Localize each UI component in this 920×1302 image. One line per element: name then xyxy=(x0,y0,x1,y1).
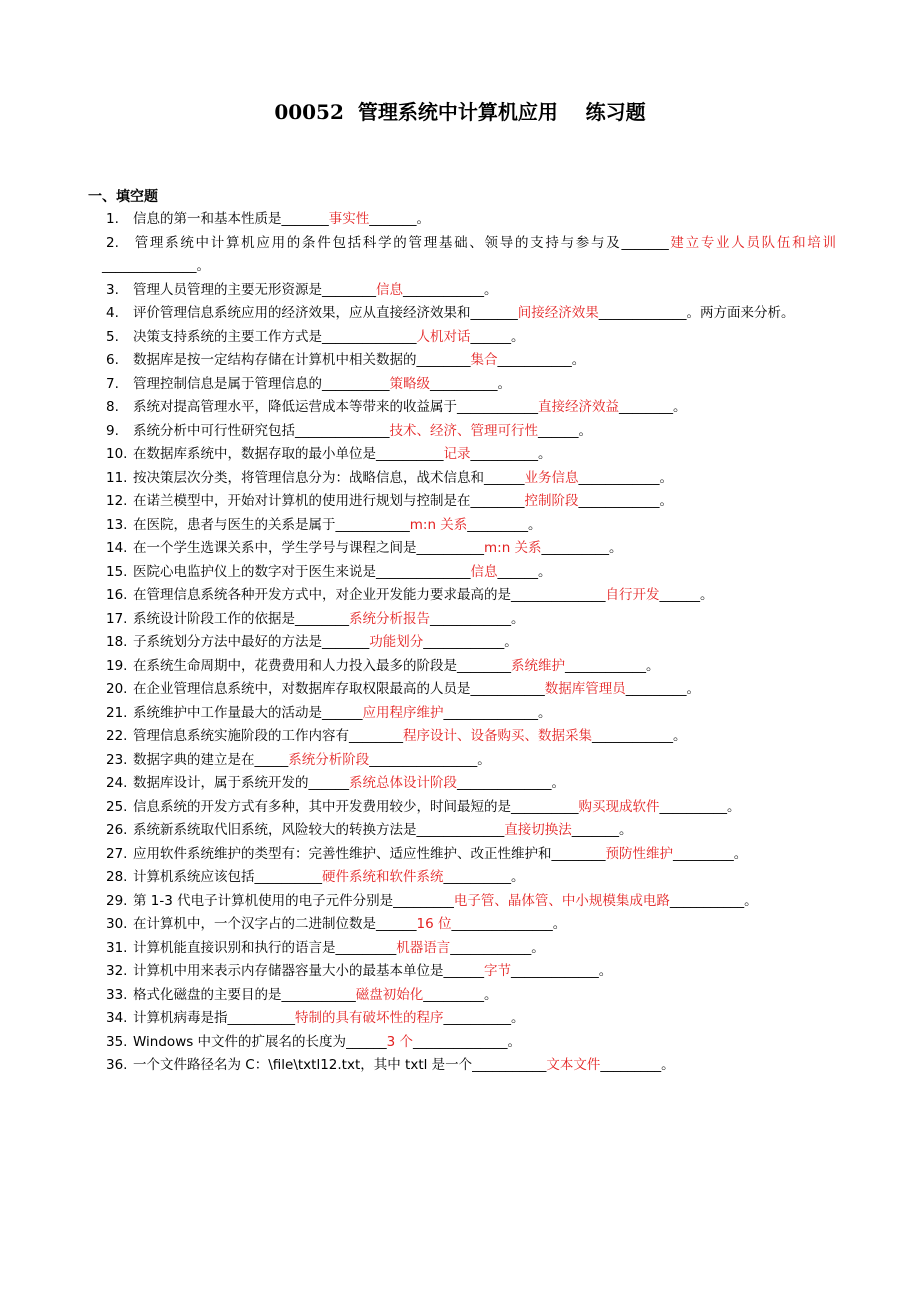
answer-blank-leading: _________ xyxy=(393,892,454,909)
question-text: Windows 中文件的扩展名的长度为 xyxy=(133,1033,347,1050)
answer-text: 预防性维护 xyxy=(605,845,673,862)
question-ending: 。 xyxy=(661,1057,675,1073)
answer-blank-trailing: ________________ xyxy=(369,751,478,768)
question-item xyxy=(88,302,836,326)
answer-blank-trailing: _________ xyxy=(673,845,734,862)
answer-blank-leading: _______ xyxy=(470,305,518,321)
answer-text: 系统分析阶段 xyxy=(288,751,370,768)
answer-text: 建立专业人员队伍和培训 xyxy=(668,234,836,251)
answer-blank-trailing: _________ xyxy=(467,516,529,533)
answer-text: 字节 xyxy=(484,963,511,979)
answer-text: 事实性 xyxy=(328,211,370,227)
answer-blank-trailing: _________ xyxy=(625,681,687,697)
question-number: 9. xyxy=(106,422,119,439)
answer-text: 信息 xyxy=(376,281,403,298)
answer-blank-leading: __________ xyxy=(227,1010,295,1026)
question-text: 在一个学生选课关系中，学生学号与课程之间是 xyxy=(133,540,417,556)
answer-text: 策略级 xyxy=(389,375,430,392)
question-number: 24. xyxy=(106,775,128,791)
question-ending: 。 xyxy=(659,469,673,486)
question-item xyxy=(88,373,836,397)
question-item xyxy=(88,631,836,655)
question-text: 计算机系统应该包括 xyxy=(133,869,255,885)
question-text: 计算机病毒是指 xyxy=(133,1010,228,1026)
question-text: 系统对提高管理水平，降低运营成本等带来的收益属于 xyxy=(133,399,457,415)
answer-text: 应用程序维护 xyxy=(362,704,444,721)
answer-blank-leading: ________ xyxy=(551,845,606,862)
question-ending: 。 xyxy=(551,775,565,791)
question-list xyxy=(88,208,836,1078)
answer-blank-leading: ______________ xyxy=(322,328,417,345)
answer-blank-trailing: ____________ xyxy=(565,657,646,674)
answer-blank-trailing: __________ xyxy=(470,446,538,462)
answer-blank-trailing: _____________ xyxy=(598,305,687,321)
question-ending: 。 xyxy=(673,728,687,744)
question-ending: 。 xyxy=(538,704,552,721)
answer-blank-trailing: ________ xyxy=(619,399,673,415)
answer-blank-leading: ___________ xyxy=(281,986,356,1003)
question-number: 28. xyxy=(106,869,128,885)
answer-blank-trailing: ___________ xyxy=(497,352,572,368)
question-number: 23. xyxy=(106,751,128,768)
answer-blank-trailing: _________ xyxy=(423,986,484,1003)
question-number: 22. xyxy=(106,728,128,744)
answer-blank-trailing: ______________ xyxy=(102,258,197,274)
question-item xyxy=(88,937,836,961)
question-text: 评价管理信息系统应用的经济效果，应从直接经济效果和 xyxy=(133,305,471,321)
question-ending: 。 xyxy=(507,1033,521,1050)
answer-blank-trailing: ____________ xyxy=(592,728,673,744)
question-ending: 。 xyxy=(484,281,498,298)
answer-blank-leading: ______________ xyxy=(295,422,390,439)
question-number: 21. xyxy=(106,704,128,721)
question-number: 34. xyxy=(106,1010,128,1026)
answer-blank-leading: ______ xyxy=(346,1033,387,1050)
question-ending: 。 xyxy=(477,751,491,768)
answer-blank-trailing: _____________ xyxy=(511,963,599,979)
question-ending: 。 xyxy=(196,258,210,274)
question-item xyxy=(88,1031,836,1055)
question-number: 27. xyxy=(106,845,128,862)
answer-text: 特制的具有破坏性的程序 xyxy=(295,1010,444,1026)
question-item xyxy=(88,796,836,820)
question-number: 3. xyxy=(106,281,119,298)
answer-text: 电子管、晶体管、中小规模集成电路 xyxy=(453,892,670,909)
answer-text: 系统分析报告 xyxy=(349,610,430,627)
question-item xyxy=(88,349,836,373)
question-text: 在系统生命周期中，花费费用和人力投入最多的阶段是 xyxy=(133,657,457,674)
question-number: 1. xyxy=(106,211,119,227)
question-number: 17. xyxy=(106,610,128,627)
question-ending: 。 xyxy=(538,446,552,462)
answer-blank-trailing: ____________ xyxy=(423,634,505,650)
answer-blank-leading: _____________ xyxy=(416,822,505,838)
question-number: 26. xyxy=(106,822,128,838)
question-number: 35. xyxy=(106,1033,128,1050)
answer-text: 记录 xyxy=(443,446,471,462)
answer-blank-trailing: ____________ xyxy=(403,281,484,298)
question-ending: 。 xyxy=(673,399,687,415)
question-number: 25. xyxy=(106,798,128,815)
question-ending: 。 xyxy=(727,798,741,815)
answer-text: 功能划分 xyxy=(369,634,424,650)
question-number: 36. xyxy=(106,1057,128,1073)
answer-blank-leading: ________ xyxy=(349,728,403,744)
question-number: 10. xyxy=(106,446,128,462)
answer-blank-leading: ______ xyxy=(443,963,484,979)
question-number: 6. xyxy=(106,352,119,368)
question-number: 19. xyxy=(106,657,128,674)
question-number: 16. xyxy=(106,587,128,603)
question-item xyxy=(88,326,836,350)
question-text: 数据字典的建立是在 xyxy=(133,751,255,768)
answer-blank-trailing: __________ xyxy=(430,375,498,392)
question-text: 在企业管理信息系统中，对数据库存取权限最高的人员是 xyxy=(133,681,471,697)
question-ending: 。 xyxy=(609,540,623,556)
answer-blank-leading: ________ xyxy=(295,610,349,627)
answer-text: 技术、经济、管理可行性 xyxy=(389,422,538,439)
answer-blank-leading: ___________ xyxy=(335,516,410,533)
question-number: 5. xyxy=(106,328,119,345)
answer-text: 程序设计、设备购买、数据采集 xyxy=(403,728,592,744)
answer-blank-leading: __________ xyxy=(376,446,444,462)
question-text: 数据库设计，属于系统开发的 xyxy=(133,775,309,791)
question-ending: 。 xyxy=(531,939,545,956)
question-item xyxy=(88,396,836,420)
question-item xyxy=(88,490,836,514)
question-text: 在数据库系统中，数据存取的最小单位是 xyxy=(133,446,376,462)
question-ending: 。 xyxy=(686,681,700,697)
question-text: 计算机能直接识别和执行的语言是 xyxy=(133,939,336,956)
question-item xyxy=(88,467,836,491)
section-heading: 一、填空题 xyxy=(88,189,158,205)
answer-blank-leading: ________ xyxy=(416,352,471,368)
question-number: 14. xyxy=(106,540,128,556)
question-number: 8. xyxy=(106,399,119,415)
question-ending: 。 xyxy=(528,516,542,533)
question-number: 31. xyxy=(106,939,128,956)
question-ending: 。 xyxy=(538,563,552,580)
answer-blank-trailing: _________ xyxy=(600,1057,662,1073)
question-item xyxy=(88,702,836,726)
answer-blank-leading: ________ xyxy=(470,493,525,509)
question-item xyxy=(88,208,836,232)
question-item xyxy=(88,960,836,984)
question-text: 一个文件路径名为 C：\file\txtl12.txt，其中 txtl 是一个 xyxy=(133,1057,473,1073)
answer-text: 磁盘初始化 xyxy=(355,986,424,1003)
question-ending: 。 xyxy=(744,892,758,909)
question-ending: 。 xyxy=(700,587,714,603)
question-item xyxy=(88,443,836,467)
question-ending: 。 xyxy=(598,963,613,979)
question-item xyxy=(88,420,836,444)
question-ending: 。 xyxy=(578,422,592,439)
question-item xyxy=(88,1007,836,1031)
question-number: 4. xyxy=(106,305,119,321)
question-item xyxy=(88,537,836,561)
answer-blank-leading: ______ xyxy=(308,775,349,791)
answer-blank-trailing: ______________ xyxy=(412,1033,508,1050)
answer-text: 控制阶段 xyxy=(524,493,579,509)
answer-blank-trailing: __________ xyxy=(659,798,727,815)
answer-text: 购买现成软件 xyxy=(578,798,660,815)
answer-blank-leading: ___________ xyxy=(470,681,545,697)
question-text: 系统维护中工作量最大的活动是 xyxy=(133,704,322,721)
question-item xyxy=(88,819,836,843)
question-text: 子系统划分方法中最好的方法是 xyxy=(133,634,322,650)
answer-blank-trailing: ____________ xyxy=(450,939,532,956)
question-ending: 。 xyxy=(511,328,525,345)
question-item xyxy=(88,1054,836,1078)
question-text: 系统分析中可行性研究包括 xyxy=(133,422,295,439)
question-ending: 。 xyxy=(511,610,525,627)
question-text: 管理信息系统实施阶段的工作内容有 xyxy=(133,728,349,744)
answer-blank-trailing: ___________ xyxy=(669,892,745,909)
question-text: 按决策层次分类，将管理信息分为：战略信息，战术信息和 xyxy=(133,469,484,486)
question-number: 29. xyxy=(106,892,128,909)
answer-text: 直接切换法 xyxy=(504,822,572,838)
question-text: 数据库是按一定结构存储在计算机中相关数据的 xyxy=(133,352,417,368)
question-ending: 。 xyxy=(416,211,430,227)
question-number: 30. xyxy=(106,916,128,932)
question-item xyxy=(88,725,836,749)
question-text: 系统设计阶段工作的依据是 xyxy=(133,610,295,627)
question-ending: 。 xyxy=(619,822,633,838)
answer-blank-leading: ________ xyxy=(322,281,376,298)
question-item xyxy=(88,678,836,702)
answer-blank-leading: _______ xyxy=(621,234,669,251)
question-text: 管理人员管理的主要无形资源是 xyxy=(133,281,322,298)
answer-blank-leading: _______ xyxy=(281,211,329,227)
answer-text: 数据库管理员 xyxy=(544,681,626,697)
question-item xyxy=(88,843,836,867)
answer-blank-trailing: ____________ xyxy=(578,493,660,509)
question-item xyxy=(88,608,836,632)
answer-blank-leading: ___________ xyxy=(472,1057,547,1073)
answer-text: 信息 xyxy=(470,563,498,580)
answer-text: 硬件系统和软件系统 xyxy=(322,869,444,885)
question-item xyxy=(88,749,836,773)
question-item xyxy=(88,561,836,585)
question-text: 应用软件系统维护的类型有：完善性维护、适应性维护、改正性维护和 xyxy=(133,845,552,862)
answer-text: 系统总体设计阶段 xyxy=(349,775,457,791)
question-ending: 。 xyxy=(497,375,511,392)
question-ending: 。 xyxy=(571,352,586,368)
answer-blank-trailing: ______ xyxy=(470,328,511,345)
answer-blank-leading: ______________ xyxy=(511,587,606,603)
question-text: 决策支持系统的主要工作方式是 xyxy=(133,328,322,345)
question-text: 系统新系统取代旧系统，风险较大的转换方法是 xyxy=(133,822,417,838)
question-number: 20. xyxy=(106,681,128,697)
question-text: 格式化磁盘的主要目的是 xyxy=(133,986,282,1003)
question-ending: 。 xyxy=(552,916,567,932)
answer-text: 3 个 xyxy=(386,1033,413,1050)
answer-blank-trailing: ______ xyxy=(659,587,700,603)
answer-blank-trailing: _______ xyxy=(571,822,619,838)
question-ending: 。 xyxy=(659,493,673,509)
question-item xyxy=(88,232,836,279)
answer-text: 人机对话 xyxy=(416,328,471,345)
question-ending: 。 xyxy=(733,845,748,862)
question-number: 7. xyxy=(106,375,119,392)
question-ending: 。 xyxy=(646,657,660,674)
question-text: 计算机中用来表示内存储器容量大小的最基本单位是 xyxy=(133,963,444,979)
question-item xyxy=(88,984,836,1008)
answer-blank-trailing: ____________ xyxy=(578,469,660,486)
answer-blank-trailing: ______________ xyxy=(457,775,552,791)
question-item xyxy=(88,866,836,890)
question-number: 33. xyxy=(106,986,128,1003)
answer-text: 集合 xyxy=(470,352,498,368)
question-text: 信息系统的开发方式有多种，其中开发费用较少，时间最短的是 xyxy=(133,798,511,815)
question-item xyxy=(88,584,836,608)
answer-blank-trailing: ______ xyxy=(497,563,538,580)
question-ending: 。 xyxy=(511,869,525,885)
answer-blank-leading: _____ xyxy=(254,751,289,768)
answer-text: 自行开发 xyxy=(605,587,660,603)
question-text: 在医院，患者与医生的关系是属于 xyxy=(133,516,336,533)
answer-blank-leading: ______ xyxy=(484,469,525,486)
page-title: 00052 管理系统中计算机应用 练习题 xyxy=(274,100,646,124)
answer-blank-trailing: __________ xyxy=(443,1010,511,1026)
answer-blank-leading: __________ xyxy=(254,869,322,885)
answer-blank-trailing: _______ xyxy=(369,211,417,227)
question-item xyxy=(88,913,836,937)
question-number: 15. xyxy=(106,563,128,580)
answer-text: 业务信息 xyxy=(524,469,579,486)
answer-blank-leading: ______________ xyxy=(376,563,471,580)
answer-blank-trailing: ______ xyxy=(538,422,579,439)
question-text: 医院心电监护仪上的数字对于医生来说是 xyxy=(133,563,376,580)
answer-blank-trailing: ______________ xyxy=(443,704,538,721)
question-ending: 。 xyxy=(484,986,498,1003)
answer-blank-trailing: ____________ xyxy=(430,610,511,627)
answer-text: m:n 关系 xyxy=(484,540,542,556)
question-item xyxy=(88,514,836,538)
answer-text: 系统维护 xyxy=(511,657,565,674)
question-text: 信息的第一和基本性质是 xyxy=(133,211,282,227)
answer-text: 文本文件 xyxy=(546,1057,601,1073)
question-number: 18. xyxy=(106,634,128,650)
question-item xyxy=(88,279,836,303)
answer-blank-leading: __________ xyxy=(322,375,390,392)
question-ending: 。 xyxy=(511,1010,525,1026)
question-text: 管理系统中计算机应用的条件包括科学的管理基础、领导的支持与参与及 xyxy=(133,234,622,251)
answer-text: 间接经济效果 xyxy=(517,305,599,321)
answer-blank-leading: __________ xyxy=(511,798,579,815)
question-text: 管理控制信息是属于管理信息的 xyxy=(133,375,322,392)
answer-text: 16 位 xyxy=(416,916,452,932)
question-text: 第 1-3 代电子计算机使用的电子元件分别是 xyxy=(133,892,394,909)
answer-blank-leading: __________ xyxy=(416,540,484,556)
question-item xyxy=(88,772,836,796)
question-text: 在管理信息系统各种开发方式中，对企业开发能力要求最高的是 xyxy=(133,587,511,603)
answer-blank-leading: ______ xyxy=(322,704,363,721)
question-number: 12. xyxy=(106,493,128,509)
answer-blank-leading: ______ xyxy=(376,916,417,932)
question-item xyxy=(88,890,836,914)
question-number: 11. xyxy=(106,469,128,486)
answer-text: 直接经济效益 xyxy=(538,399,619,415)
question-number: 2. xyxy=(106,234,119,251)
answer-blank-leading: _______ xyxy=(322,634,370,650)
answer-blank-trailing: __________ xyxy=(443,869,511,885)
answer-blank-leading: ____________ xyxy=(457,399,538,415)
question-text: 在诺兰模型中，开始对计算机的使用进行规划与控制是在 xyxy=(133,493,471,509)
question-number: 13. xyxy=(106,516,128,533)
question-item xyxy=(88,655,836,679)
answer-text: 机器语言 xyxy=(396,939,451,956)
question-number: 32. xyxy=(106,963,128,979)
question-ending: 。 xyxy=(504,634,518,650)
question-text: 在计算机中，一个汉字占的二进制位数是 xyxy=(133,916,376,932)
answer-blank-leading: _________ xyxy=(335,939,397,956)
question-ending: 。两方面来分析。 xyxy=(686,305,795,321)
answer-blank-trailing: __________ xyxy=(541,540,610,556)
answer-text: m:n 关系 xyxy=(409,516,468,533)
answer-blank-leading: ________ xyxy=(457,657,511,674)
answer-blank-trailing: _______________ xyxy=(451,916,553,932)
